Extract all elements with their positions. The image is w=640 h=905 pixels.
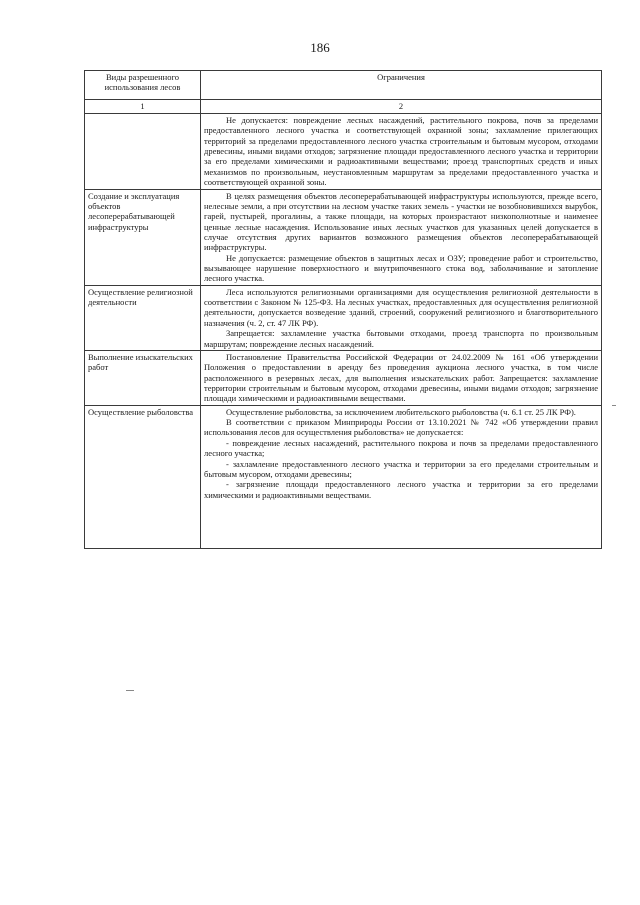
table-row bbox=[85, 189, 602, 285]
row-restrictions bbox=[201, 350, 602, 405]
row-restrictions bbox=[201, 405, 602, 548]
restriction-paragraph: - захламление предоставленного лесного участка и территории за его пределами строительным и бытовым мусором, отходами древесины; bbox=[204, 458, 598, 479]
page-number: 186 bbox=[310, 40, 330, 55]
column-number-2: 2 bbox=[201, 100, 602, 114]
restriction-paragraph: В соответствии с приказом Минприроды России от 13.10.2021 № 742 «Об утверждении правил использования лесов для осуществления рыболовства» не допускается: bbox=[204, 417, 598, 438]
column-number-1: 1 bbox=[85, 100, 201, 114]
row-use-type: Выполнение изыскательских работ bbox=[85, 350, 201, 405]
table-row bbox=[85, 114, 602, 190]
row-use-type: Создание и эксплуатация объектов лесоперерабатывающей инфраструктуры bbox=[85, 189, 201, 285]
row-use-type bbox=[85, 114, 201, 190]
table-row bbox=[85, 350, 602, 405]
scan-mark bbox=[612, 405, 616, 406]
table-header-row bbox=[85, 71, 602, 100]
restriction-paragraph: Не допускается: размещение объектов в защитных лесах и ОЗУ; проведение работ и строительство, вызывающее нарушение поверхностного и внутрипочвенного стока вод, заболачивание и затопление лесного участка. bbox=[204, 252, 598, 284]
restriction-paragraph: Осуществление рыболовства, за исключением любительского рыболовства (ч. 6.1 ст. 25 ЛК РФ). bbox=[226, 406, 576, 417]
restriction-paragraph: В целях размещения объектов лесоперерабатывающей инфраструктуры используются, прежде всего, нелесные земли, а при отсутствии на лесном участке таких земель - участки не возобновившихся вырубок, гарей, пустырей, прогалины, а также площади, на которых произрастают низкополнотные и наименее ценные лесные насаждения. Использование иных лесных участков для указанных целей допускается в случае отсутствия других вариантов возможного размещения объектов лесоперерабатывающей инфраструктуры. bbox=[204, 190, 598, 253]
restriction-paragraph: Постановление Правительства Российской Федерации от 24.02.2009 № 161 «Об утверждении Положения о предоставлении в аренду без проведения аукциона лесного участка, в том числе расположенного в резервных лесах, для выполнения изыскательских работ. Запрещается: захламление территории строительным и бытовым мусором, отходами древесины, иными видами отходов; загрязнение площади химическими и радиоактивными веществами. bbox=[204, 351, 598, 404]
header-restrictions: Ограничения bbox=[201, 71, 602, 100]
row-use-type: Осуществление рыболовства bbox=[85, 405, 201, 548]
row-restrictions bbox=[201, 285, 602, 350]
table-row bbox=[85, 285, 602, 350]
row-use-type: Осуществление религиозной деятельности bbox=[85, 285, 201, 350]
row-restrictions bbox=[201, 114, 602, 190]
header-forest-use-types: Виды разрешенного использования лесов bbox=[85, 71, 201, 100]
restriction-paragraph: - повреждение лесных насаждений, растительного покрова и почв за пределами предоставленного лесного участка; bbox=[204, 437, 598, 459]
table-column-numbers-row bbox=[85, 100, 602, 114]
restriction-paragraph: Запрещается: захламление участка бытовыми отходами, проезд транспорта по произвольным маршрутам; повреждение лесных насаждений. bbox=[204, 328, 598, 349]
restriction-paragraph: Не допускается: повреждение лесных насаждений, растительного покрова, почв за пределами предоставленного лесного участка и соответствующей охранной зоны; захламление прилегающих территорий за пределами предоставленного лесного участка строительным и бытовым мусором, отходами древесины, иными видами отходов; загрязнение площади предоставленного лесного участка и территории за его пределами химическими и радиоактивными веществами; проезд транспортных средств и иных механизмов по произвольным, неустановленным маршрутам за пределами предоставленного участка и соответствующей охранной зоны. bbox=[204, 115, 598, 188]
row-restrictions bbox=[201, 189, 602, 285]
restriction-paragraph: Леса используются религиозными организациями для осуществления религиозной деятельности в соответствии с Законом № 125-ФЗ. На лесных участках, предоставленных для осуществления религиозной деятельности, допускается возведение зданий, строений, сооружений религиозного и благотворительного назначения (ч. 2, ст. 47 ЛК РФ). bbox=[204, 286, 598, 328]
table-row bbox=[85, 405, 602, 548]
restrictions-table bbox=[84, 70, 602, 549]
restriction-paragraph: - загрязнение площади предоставленного лесного участка и территории за его пределами химическими и радиоактивными веществами. bbox=[204, 479, 598, 500]
scan-mark bbox=[126, 690, 134, 691]
